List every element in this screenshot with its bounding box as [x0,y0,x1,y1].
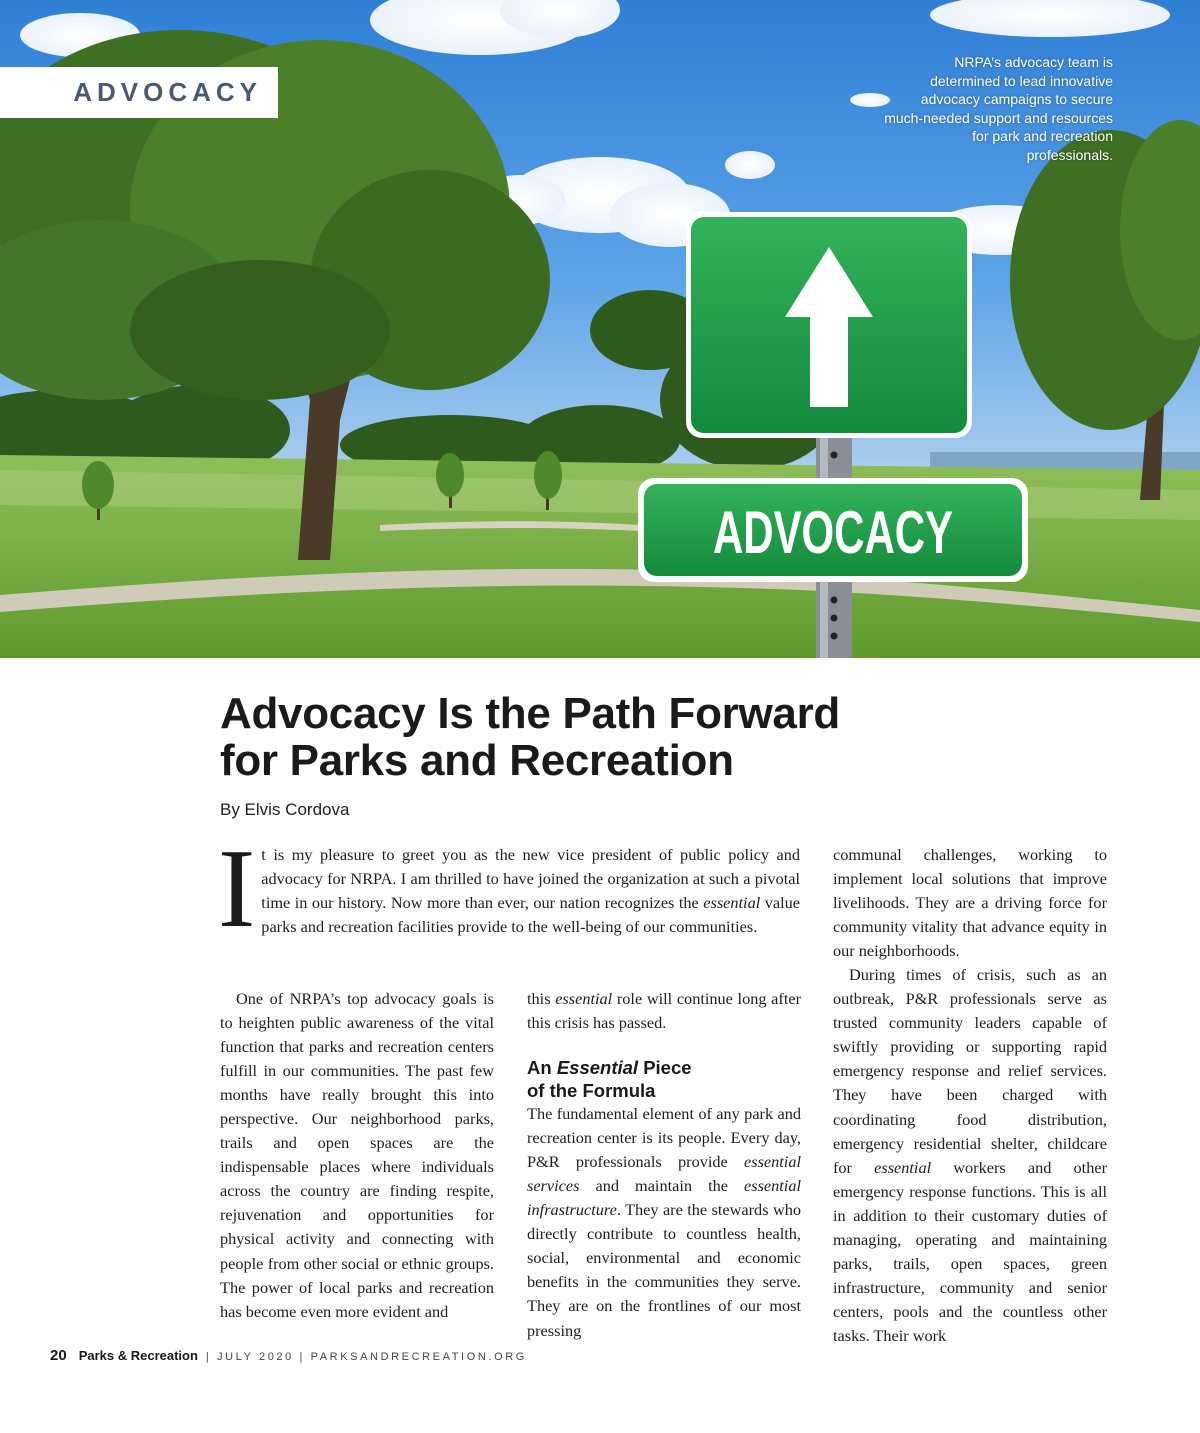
headline-line-2: for Parks and Recreation [220,736,734,785]
section-subhead: An Essential Piece of the Formula [527,1057,692,1102]
paragraph: communal challenges, working to implement local solutions that improve livelihoods. They are a driving force for community vitality that advance equity in our neighborhoods. [833,845,1107,961]
drop-cap: I [218,827,256,951]
paragraph: this essential role will continue long after this crisis has passed. [527,989,801,1033]
intro-text-b: value parks and recreation facilities provide to the well-being of our communities. [261,893,801,937]
arrow-sign [686,212,972,438]
magazine-name: Parks & Recreation [78,1348,198,1363]
intro-text-a: t is my pleasure to greet you as the new vice president of public policy and advocacy for NRPA. I am thrilled to have joined the organization at such a pivotal time in our history. Now more than ever, our nation recognizes the [261,845,800,913]
article-headline [220,690,920,784]
body-column-3 [833,843,1107,1348]
body-column-1 [220,987,494,1324]
paragraph: During times of crisis, such as an outbreak, P&R professionals serve as trusted community leaders capable of swiftly providing or supporting rapid emergency response and relief services. They have been charged with coordinating food distribution, emergency residential shelter, childcare for essential workers and other emergency response functions. This is all in addition to their customary duties of managing, operating and maintaining parks, trails, open spaces, green infrastructure, community and senior centers, pools and the countless other tasks. Their work [833,965,1107,1345]
page-footer [50,1347,527,1364]
section-tab [0,67,278,118]
sign-text: ADVOCACY [713,499,953,566]
hero-photo [0,0,1200,658]
page-number: 20 [50,1347,67,1364]
byline: By Elvis Cordova [220,800,350,819]
photo-caption: NRPA’s advocacy team is determined to lead innovative advocacy campaigns to secure much-needed support and resources for park and recreation professionals. [884,54,1113,163]
paragraph: One of NRPA’s top advocacy goals is to heighten public awareness of the vital function that parks and recreation centers fulfill in our communities. The past few months have really brought this into perspective. Our neighborhood parks, trails and open spaces are the indispensable places where individuals across the country are finding respite, rejuvenation and opportunities for physical activity and connecting with people from other social or ethnic groups. The power of local parks and recreation has become even more evident and [220,989,494,1321]
advocacy-sign [638,478,1028,582]
paragraph: The fundamental element of any park and recreation center is its people. Every day, P&R professionals provide essential services and maintain the essential infrastructure. They are the stewards who directly contribute to countless health, social, environmental and economic benefits in the communities they serve. They are on the frontlines of our most pressing [527,1104,801,1340]
section-label: ADVOCACY [73,77,262,107]
intro-emphasis: essential [703,893,761,913]
issue-and-website: | JULY 2020 | PARKSANDRECREATION.ORG [205,1351,527,1363]
body-column-2 [527,987,801,1343]
intro-paragraph [218,827,801,951]
headline-line-1: Advocacy Is the Path Forward [220,689,840,738]
